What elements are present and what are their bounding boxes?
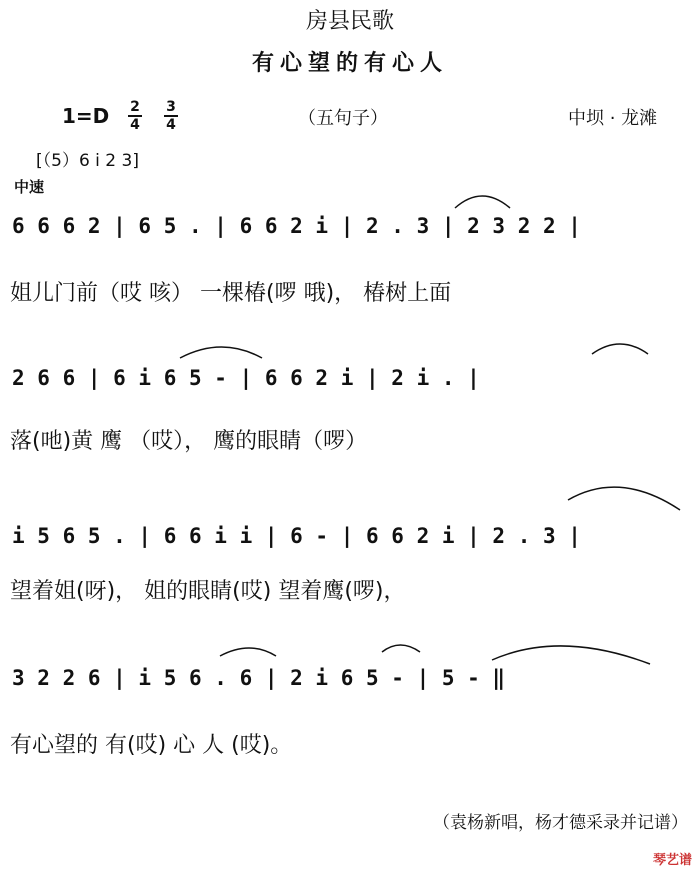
time-signature-1: 2 4 (128, 100, 142, 132)
song-title: 有心望的有心人 (251, 51, 448, 76)
watermark-logo: 琴艺谱 (652, 853, 692, 868)
credit-line: （袁杨新唱，杨才德采录并记谱） (433, 813, 688, 833)
origin-label: 中坝 · 龙滩 (568, 108, 658, 129)
notation-line-1: 6 6 6 2 | 6 5 . | 6 6 2 i | 2 . 3 | 2 3 2 2 | (12, 214, 581, 238)
lyric-line-2: 落(吔)黄 鹰 （哎）， 鹰的眼睛（啰） (10, 429, 368, 454)
notation-line-4: 3 2 2 6 | i 5 6 . 6 | 2 i 6 5 - | 5 - ‖ (12, 666, 506, 690)
lyric-line-1: 姐儿门前（哎 咳） 一棵椿(啰 哦)， 椿树上面 (10, 281, 452, 306)
lyric-line-4: 有心望的 有(哎) 心 人 (哎)。 (10, 733, 293, 758)
lyric-line-3: 望着姐(呀)， 姐的眼睛(哎) 望着鹰(啰)， (10, 579, 406, 604)
time-signature-2: 3 4 (164, 100, 178, 132)
top-title: 房县民歌 (305, 9, 394, 34)
notation-line-2: 2 6 6 | 6 i 6 5 - | 6 6 2 i | 2 i . | (12, 366, 480, 390)
notation-line-3: i 5 6 5 . | 6 6 i i | 6 - | 6 6 2 i | 2 . 3 | (12, 524, 581, 548)
intro-notes: [（5）6 i 2 3] (36, 151, 139, 171)
tempo-marking: 中速 (14, 178, 45, 196)
key-signature: 1=D (62, 104, 110, 128)
genre-label: （五句子） (298, 108, 388, 129)
